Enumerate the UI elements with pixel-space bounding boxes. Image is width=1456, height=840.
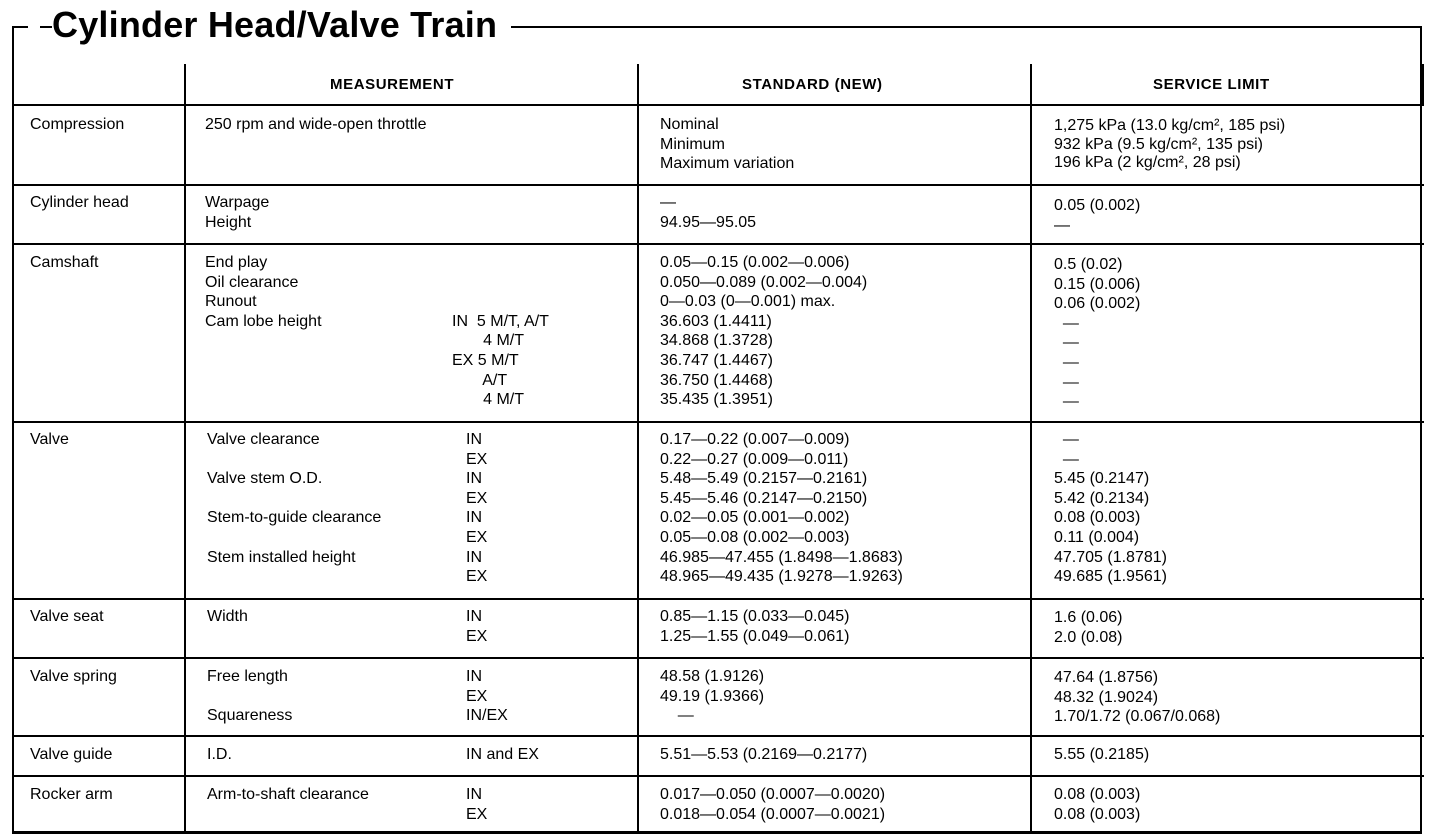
measurement-sub-cell: IN EX IN/EX [466, 668, 508, 725]
row-divider [12, 243, 1424, 245]
measurement-cell: Width [207, 608, 248, 625]
column-divider [637, 64, 639, 832]
service-limit-cell: 0.5 (0.02) 0.15 (0.006) 0.06 (0.002) — — — — — [1054, 256, 1141, 411]
header-service-limit: SERVICE LIMIT [1153, 76, 1270, 93]
standard-cell: Nominal Minimum Maximum variation [660, 116, 795, 173]
row-divider [12, 598, 1424, 600]
row-label: Rocker arm [30, 786, 113, 803]
service-limit-cell: 1,275 kPa (13.0 kg/cm², 185 psi) 932 kPa (9.5 kg/cm², 135 psi) 196 kPa (2 kg/cm², 28 psi) [1054, 117, 1286, 171]
page-title: Cylinder Head/Valve Train [52, 2, 511, 48]
measurement-sub-cell: IN 5 M/T, A/T 4 M/T EX 5 M/T A/T 4 M/T [452, 312, 549, 409]
standard-cell: 48.58 (1.9126) 49.19 (1.9366) — [660, 668, 765, 725]
measurement-cell: I.D. [207, 746, 232, 763]
measurement-cell: Arm-to-shaft clearance [207, 786, 369, 803]
row-label: Cylinder head [30, 194, 129, 211]
standard-cell: 0.017—0.050 (0.0007—0.0020) 0.018—0.054 (0.0007—0.0021) [660, 786, 886, 823]
standard-cell: 0.05—0.15 (0.002—0.006) 0.050—0.089 (0.002—0.004) 0—0.03 (0—0.001) max. 36.603 (1.4411) 34.868 (1.3728) 36.747 (1.4467) 36.750 (1.4468) 35.435 (1.3951) [660, 254, 868, 409]
service-limit-cell: 47.64 (1.8756) 48.32 (1.9024) 1.70/1.72 (0.067/0.068) [1054, 669, 1221, 726]
measurement-sub-cell: IN EX [466, 786, 488, 823]
row-divider [12, 184, 1424, 186]
measurement-cell: Valve clearance Valve stem O.D. Stem-to-guide clearance Stem installed height [207, 431, 382, 566]
standard-cell: 0.85—1.15 (0.033—0.045) 1.25—1.55 (0.049—0.061) [660, 608, 850, 645]
column-divider [1030, 64, 1032, 832]
measurement-cell: Free length Squareness [207, 668, 293, 725]
row-label: Valve [30, 431, 69, 448]
service-limit-cell: — — 5.45 (0.2147) 5.42 (0.2134) 0.08 (0.003) 0.11 (0.004) 47.705 (1.8781) 49.685 (1.9561) [1054, 431, 1167, 586]
row-divider [12, 735, 1424, 737]
frame-gap [28, 18, 40, 38]
header-measurement: MEASUREMENT [330, 76, 455, 93]
standard-cell: 0.17—0.22 (0.007—0.009) 0.22—0.27 (0.009—0.011) 5.48—5.49 (0.2157—0.2161) 5.45—5.46 (0.2147—0.2150) 0.02—0.05 (0.001—0.002) 0.05—0.08 (0.002—0.003) 46.985—47.455 (1.8498—1.8683) 48.965—49.435 (1.9278—1.9263) [660, 431, 903, 586]
measurement-sub-cell: IN and EX [466, 746, 539, 763]
measurement-cell: End play Oil clearance Runout Cam lobe height [205, 254, 322, 330]
column-divider [1422, 64, 1424, 104]
column-divider [184, 64, 186, 832]
measurement-cell: Warpage Height [205, 194, 270, 231]
service-limit-cell: 0.05 (0.002) — [1054, 197, 1141, 234]
measurement-sub-cell: IN EX IN EX IN EX IN EX [466, 431, 488, 586]
row-label: Valve guide [30, 746, 113, 763]
standard-cell: 5.51—5.53 (0.2169—0.2177) [660, 746, 868, 763]
row-divider [12, 775, 1424, 777]
row-label: Valve spring [30, 668, 117, 685]
row-label: Camshaft [30, 254, 99, 271]
service-limit-cell: 1.6 (0.06) 2.0 (0.08) [1054, 609, 1123, 646]
row-divider [12, 421, 1424, 423]
service-limit-cell: 0.08 (0.003) 0.08 (0.003) [1054, 786, 1141, 823]
measurement-cell: 250 rpm and wide-open throttle [205, 116, 427, 133]
standard-cell: — 94.95—95.05 [660, 194, 757, 231]
service-limit-cell: 5.55 (0.2185) [1054, 746, 1150, 763]
row-divider [12, 657, 1424, 659]
row-label: Valve seat [30, 608, 104, 625]
row-label: Compression [30, 116, 125, 133]
header-standard: STANDARD (NEW) [742, 76, 883, 93]
measurement-sub-cell: IN EX [466, 608, 488, 645]
row-divider [12, 104, 1424, 106]
